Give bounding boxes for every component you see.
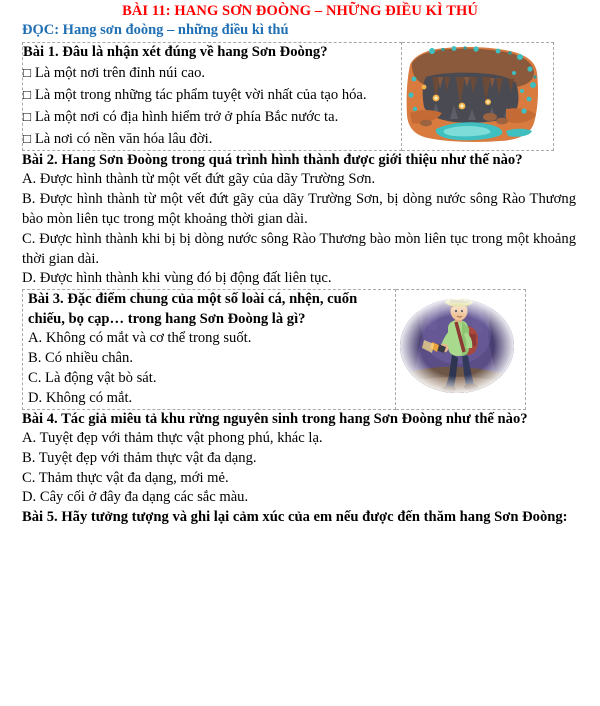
exercise-5-heading: Bài 5. Hãy tưởng tượng và ghi lại cảm xúc của em nếu được đến thăm hang Sơn Đoòng: [22,509,568,526]
exercise-4-block [22,410,578,509]
exercise-2-option-b[interactable]: B. Được hình thành từ một vết đứt gãy của dãy Trường Sơn, bị dòng nước sông Rào Thương bào mòn liên tục trong một khoảng thời gian dài. [22,191,576,227]
exercise-1-option-1[interactable] [23,64,401,84]
exercise-2-heading: Bài 2. Hang Sơn Đoòng trong quá trình hình thành được giới thiệu như thế nào? [22,151,523,168]
table-row [23,290,526,409]
exercise-3-image-cell [396,290,526,409]
explorer-illustration [396,290,518,402]
exercise-4-option-d[interactable]: D. Cây cối ở đây đa dạng các sắc màu. [22,489,249,506]
checkbox-icon[interactable]: □ [23,131,32,146]
exercise-3-option-a[interactable]: A. Không có mắt và cơ thể trong suốt. [28,330,252,347]
exercise-2-option-c[interactable]: C. Được hình thành khi bị bị dòng nước sông Rào Thương bào mòn liên tục trong một khoảng thời gian dài. [22,230,576,267]
exercise-4-option-c[interactable]: C. Thảm thực vật đa dạng, mới mẻ. [22,469,229,486]
exercise-5-block [22,508,578,527]
option-label: Là nơi có nền văn hóa lâu đời. [34,131,213,147]
checkbox-icon[interactable]: □ [23,109,32,125]
checkbox-icon[interactable]: □ [23,65,32,81]
page-title: BÀI 11: HANG SƠN ĐOÒNG – NHỮNG ĐIỀU KÌ THÚ [122,3,478,19]
exercise-1-image-cell [402,43,554,151]
exercise-1-table [22,42,554,151]
exercise-2-option-a[interactable]: A. Được hình thành từ một vết đứt gãy của dãy Trường Sơn. [22,171,376,188]
exercise-3-text-cell [23,290,396,409]
exercise-3-table [22,289,526,409]
exercise-4-heading: Bài 4. Tác giả miêu tả khu rừng nguyên sinh trong hang Sơn Đoòng như thế nào? [22,410,528,427]
page-subtitle: ĐỌC: Hang sơn đoòng – những điều kì thú [22,21,289,38]
exercise-3-option-d[interactable]: D. Không có mắt. [28,389,133,406]
option-label: Là một nơi trên đỉnh núi cao. [34,65,206,82]
option-label: Là một nơi có địa hình hiểm trở ở phía Bắc nước ta. [34,109,339,126]
exercise-3-heading: Bài 3. Đặc điểm chung của một số loài cá, nhện, cuốn chiếu, bọ cạp… trong hang Sơn Đoòng là gì? [28,291,358,327]
exercise-2-option-d[interactable]: D. Được hình thành khi vùng đó bị động đất liên tục. [22,270,332,287]
exercise-4-option-a[interactable]: A. Tuyệt đẹp với thảm thực vật phong phú, khác lạ. [22,429,323,446]
exercise-2-block [22,151,578,289]
exercise-1-option-2[interactable] [23,86,401,106]
exercise-1-option-3[interactable] [23,108,401,128]
exercise-1-text-cell [23,43,402,151]
exercise-3-option-c[interactable]: C. Là động vật bò sát. [28,369,157,386]
option-label: Là một trong những tác phẩm tuyệt vời nhất của tạo hóa. [34,87,367,104]
checkbox-icon[interactable]: □ [23,87,32,103]
exercise-1-heading: Bài 1. Đâu là nhận xét đúng về hang Sơn Đoòng? [23,44,328,61]
exercise-1-option-4[interactable] [23,130,401,150]
cave-illustration [402,43,543,146]
exercise-4-option-b[interactable]: B. Tuyệt đẹp với thảm thực vật đa dạng. [22,449,257,466]
exercise-3-option-b[interactable]: B. Có nhiều chân. [28,349,133,366]
worksheet-page [0,3,600,706]
table-row [23,43,554,151]
